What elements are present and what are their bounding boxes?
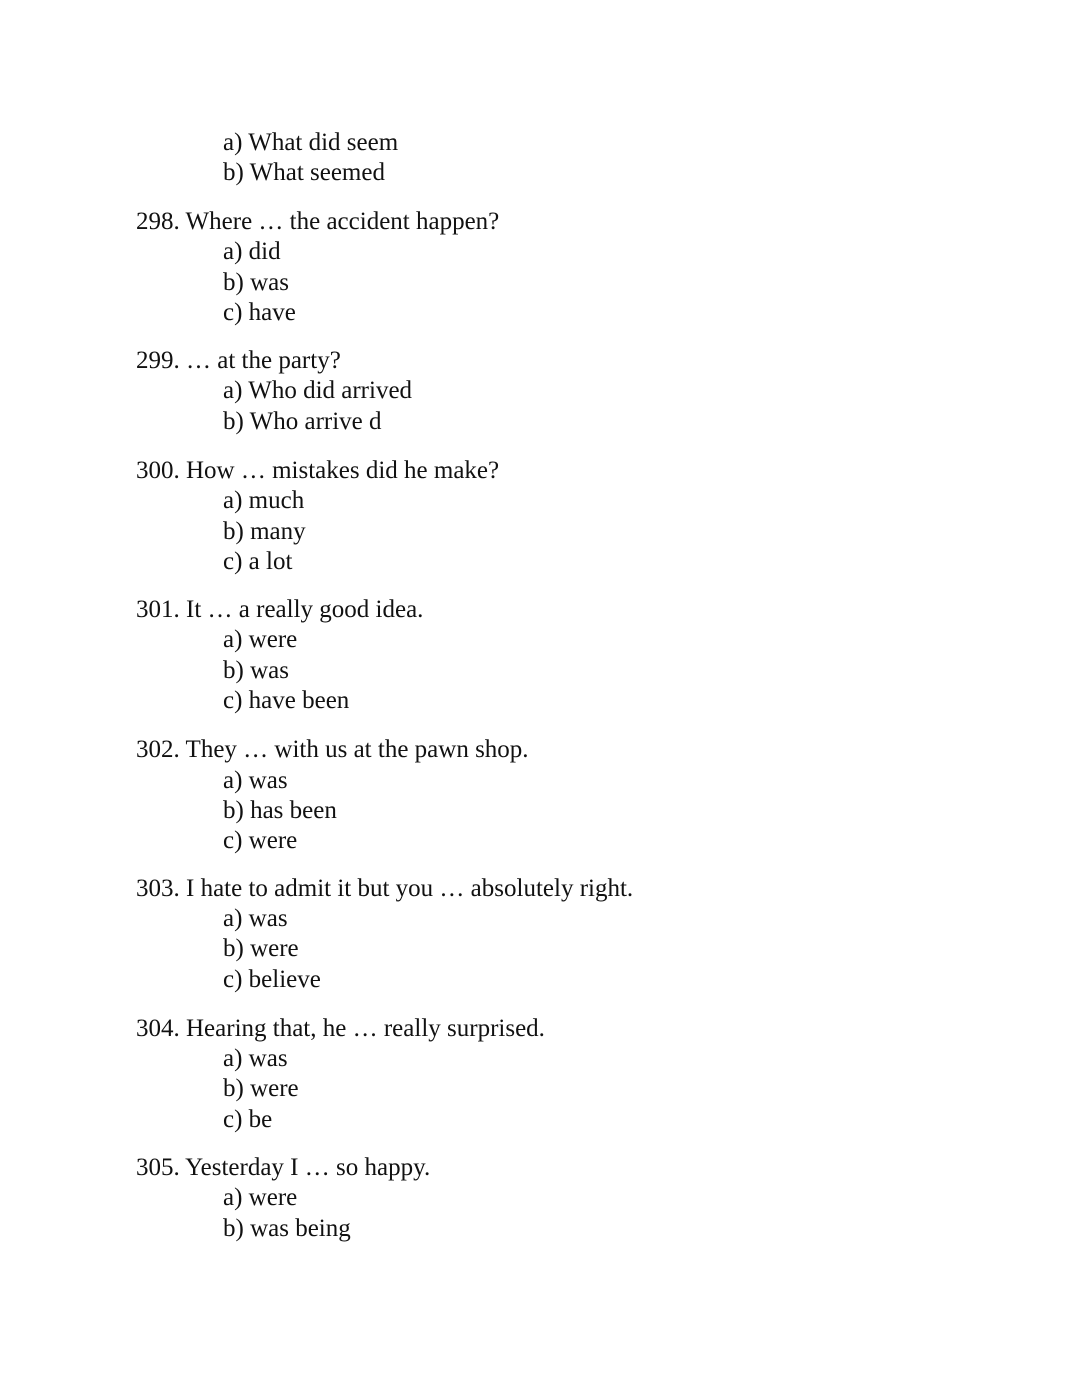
option: a) were xyxy=(223,1184,298,1211)
option: a) did xyxy=(223,238,281,265)
question-stem: 304. Hearing that, he … really surprised. xyxy=(136,1015,545,1042)
question-stem: 305. Yesterday I … so happy. xyxy=(136,1154,431,1181)
option: b) What seemed xyxy=(223,159,385,186)
option: a) was xyxy=(223,905,288,932)
option: b) was xyxy=(223,657,289,684)
option: b) was xyxy=(223,269,289,296)
option: b) has been xyxy=(223,797,337,824)
option: c) were xyxy=(223,827,298,854)
option: b) was being xyxy=(223,1215,351,1242)
option: c) be xyxy=(223,1106,273,1133)
option: b) many xyxy=(223,518,306,545)
option: a) was xyxy=(223,767,288,794)
option: a) much xyxy=(223,487,305,514)
option: a) What did seem xyxy=(223,129,399,156)
option: c) have xyxy=(223,299,296,326)
option: c) believe xyxy=(223,966,321,993)
option: a) Who did arrived xyxy=(223,377,413,404)
question-stem: 298. Where … the accident happen? xyxy=(136,208,500,235)
option: c) have been xyxy=(223,687,350,714)
option: c) a lot xyxy=(223,548,293,575)
question-stem: 303. I hate to admit it but you … absolutely right. xyxy=(136,875,634,902)
option: b) Who arrive d xyxy=(223,408,382,435)
question-stem: 301. It … a really good idea. xyxy=(136,596,424,623)
question-stem: 302. They … with us at the pawn shop. xyxy=(136,736,529,763)
option: b) were xyxy=(223,1075,299,1102)
option: b) were xyxy=(223,935,299,962)
option: a) were xyxy=(223,626,298,653)
question-stem: 300. How … mistakes did he make? xyxy=(136,457,500,484)
question-stem: 299. … at the party? xyxy=(136,347,341,374)
option: a) was xyxy=(223,1045,288,1072)
